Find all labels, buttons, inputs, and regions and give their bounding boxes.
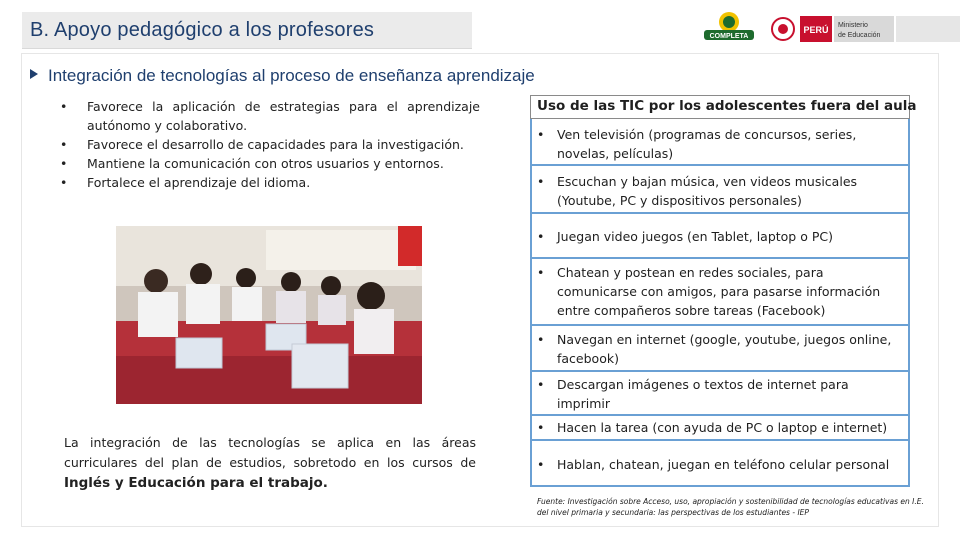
uso-item: • Hacen la tarea (con ayuda de PC o laptop e internet) xyxy=(530,416,910,441)
benefit-item: • Favorece el desarrollo de capacidades para la investigación. xyxy=(60,135,480,154)
uso-item: • Juegan video juegos (en Tablet, laptop o PC) xyxy=(530,214,910,259)
uso-tic-title: Uso de las TIC por los adolescentes fuera del aula xyxy=(530,95,910,119)
uso-item: • Chatean y postean en redes sociales, para comunicarse con amigos, para pasarse información entre compañeros sobre tareas (Facebook) xyxy=(530,259,910,326)
escuela-completa-logo xyxy=(700,10,758,44)
escuela-logo-text: COMPLETA xyxy=(709,33,749,40)
ministerio-line2: de Educación xyxy=(838,32,881,39)
benefit-item: • Fortalece el aprendizaje del idioma. xyxy=(60,173,480,192)
source-note: Fuente: Investigación sobre Acceso, uso, apropiación y sostenibilidad de tecnologías educativas en I.E. del nivel primaria y secundaria: las perspectivas de los estudiantes - IEP xyxy=(537,497,924,517)
title-box xyxy=(22,12,472,49)
uso-item: • Hablan, chatean, juegan en teléfono celular personal xyxy=(530,441,910,487)
benefits-list xyxy=(60,97,480,192)
caption-text: La integración de las tecnologías se aplica en las áreas curriculares del plan de estudios, sobretodo en los cursos de xyxy=(64,435,476,470)
integration-caption xyxy=(64,433,476,493)
benefit-item: • Favorece la aplicación de estrategias para el aprendizaje autónomo y colaborativo. xyxy=(60,97,480,135)
benefit-item: • Mantiene la comunicación con otros usuarios y entornos. xyxy=(60,154,480,173)
ministerio-educacion-logo xyxy=(770,16,960,42)
caption-bold: Inglés y Educación para el trabajo. xyxy=(64,475,328,491)
uso-item: • Escuchan y bajan música, ven videos musicales (Youtube, PC y dispositivos personales) xyxy=(530,166,910,214)
uso-item: • Descargan imágenes o textos de internet para imprimir xyxy=(530,372,910,416)
uso-tic-column xyxy=(530,95,917,472)
slide-title: B. Apoyo pedagógico a los profesores xyxy=(30,19,375,41)
uso-item: • Navegan en internet (google, youtube, juegos online, facebook) xyxy=(530,326,910,372)
ministerio-line1: Ministerio xyxy=(838,22,868,29)
section-subtitle xyxy=(30,66,535,86)
uso-item: • Ven televisión (programas de concursos, series, novelas, películas) xyxy=(530,119,910,166)
subtitle-text: Integración de tecnologías al proceso de enseñanza aprendizaje xyxy=(48,66,535,85)
peru-label: PERÚ xyxy=(803,25,829,35)
classroom-photo xyxy=(116,226,422,404)
triangle-bullet-icon xyxy=(30,69,38,79)
